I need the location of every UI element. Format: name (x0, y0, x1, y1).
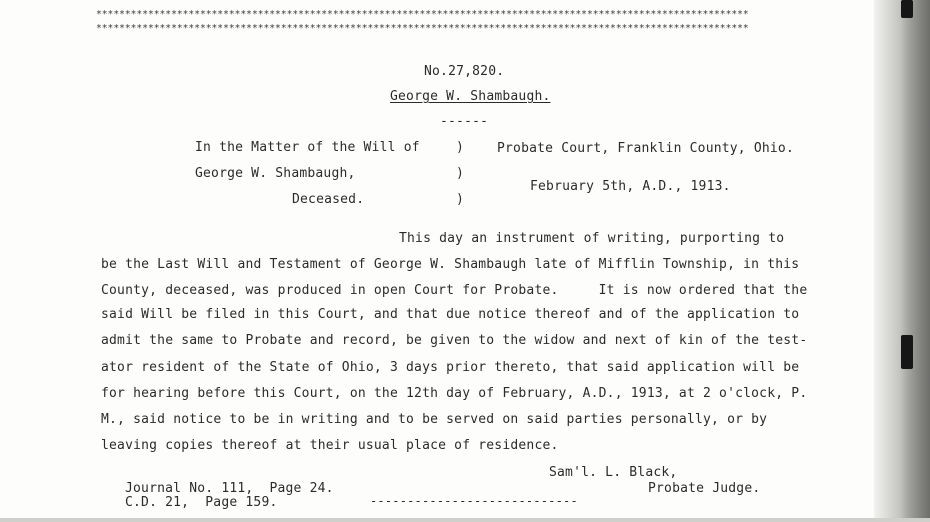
body-line-1: This day an instrument of writing, purporting to (399, 231, 785, 246)
journal-reference: Journal No. 111, Page 24. (125, 481, 334, 496)
caption-matter-line: In the Matter of the Will of (195, 140, 420, 155)
body-line-7: for hearing before this Court, on the 12th day of February, A.D., 1913, at 2 o'clock, P. (101, 386, 808, 401)
star-border-top-2: ***************************************************************************************************************** (96, 24, 749, 34)
signature-line: ---------------------------- (370, 494, 578, 508)
caption-deceased: Deceased. (292, 192, 365, 207)
judge-name: Sam'l. L. Black, (549, 465, 678, 480)
court-date: February 5th, A.D., 1913. (530, 179, 731, 194)
court-name: Probate Court, Franklin County, Ohio. (497, 141, 794, 156)
caption-paren-1: ) (456, 140, 465, 155)
body-line-9: leaving copies thereof at their usual place of residence. (101, 438, 559, 453)
cd-reference: C.D. 21, Page 159. (125, 495, 278, 510)
body-line-5: admit the same to Probate and record, be given to the widow and next of kin of the test- (101, 333, 808, 348)
case-name: George W. Shambaugh. (390, 89, 551, 104)
body-line-2: be the Last Will and Testament of George W. Shambaugh late of Mifflin Township, in this (101, 257, 800, 272)
body-line-4: said Will be filed in this Court, and that due notice thereof and of the application to (101, 307, 800, 322)
case-number: No.27,820. (424, 64, 505, 79)
caption-paren-3: ) (456, 192, 465, 207)
caption-paren-2: ) (456, 166, 465, 181)
bottom-edge-shade (0, 518, 930, 522)
caption-decedent-name: George W. Shambaugh, (195, 166, 356, 181)
body-line-8: M., said notice to be in writing and to be served on said parties personally, or by (101, 412, 768, 427)
scan-edge-dark (900, 0, 930, 522)
judge-title: Probate Judge. (648, 481, 761, 496)
body-line-6: ator resident of the State of Ohio, 3 days prior thereto, that said application will be (101, 360, 800, 375)
header-separator: ------ (440, 114, 489, 129)
body-line-3: County, deceased, was produced in open Court for Probate. It is now ordered that the (101, 283, 808, 298)
punch-hole-middle (901, 335, 913, 369)
star-border-top-1: ***************************************************************************************************************** (96, 10, 749, 20)
punch-hole-top (901, 0, 913, 18)
